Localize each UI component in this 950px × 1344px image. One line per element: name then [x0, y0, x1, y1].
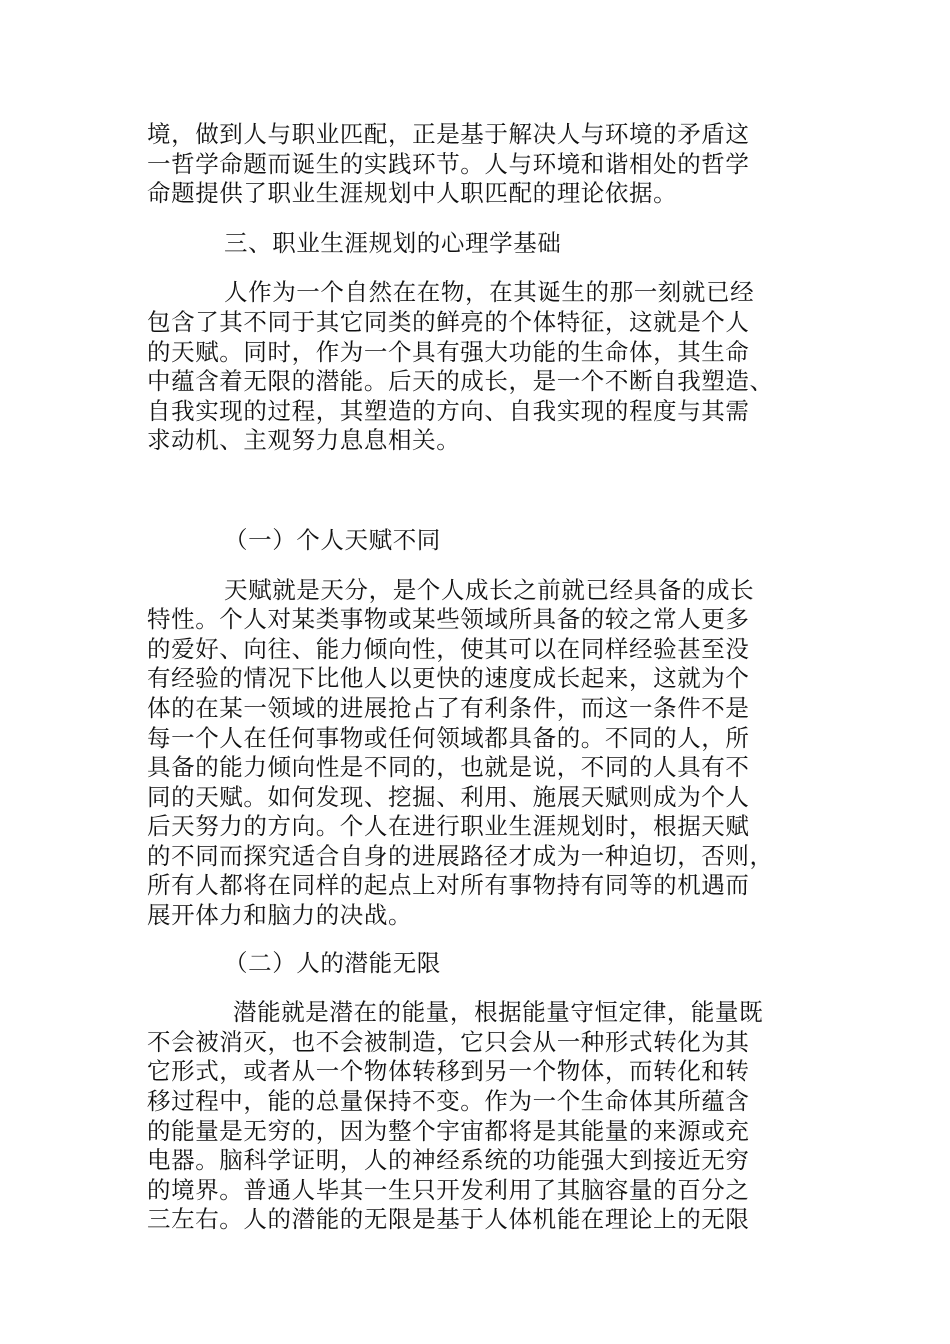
paragraph-talent — [147, 576, 797, 931]
paragraph-intro — [147, 278, 797, 456]
text-line: 的不同而探究适合自身的进展路径才成为一种迫切，否则， — [147, 841, 774, 870]
paragraph-potential — [147, 998, 797, 1235]
text-line: 它形式，或者从一个物体转移到另一个物体，而转化和转 — [147, 1057, 750, 1086]
text-line: 展开体力和脑力的决战。 — [147, 901, 413, 930]
text-line: 的爱好、向往、能力倾向性，使其可以在同样经验甚至没 — [147, 634, 750, 663]
text-line: 特性。个人对某类事物或某些领域所具备的较之常人更多 — [147, 605, 750, 634]
text-line: 的境界。普通人毕其一生只开发利用了其脑容量的百分之 — [147, 1175, 750, 1204]
text-line: 包含了其不同于其它同类的鲜亮的个体特征，这就是个人 — [147, 307, 750, 336]
text-line: 所有人都将在同样的起点上对所有事物持有同等的机遇而 — [147, 871, 750, 900]
text-line: 一哲学命题而诞生的实践环节。人与环境和谐相处的哲学 — [147, 149, 750, 178]
text-line: 的能量是无穷的，因为整个宇宙都将是其能量的来源或充 — [147, 1116, 750, 1145]
text-line: 三左右。人的潜能的无限是基于人体机能在理论上的无限 — [147, 1205, 750, 1234]
text-line: 求动机、主观努力息息相关。 — [147, 426, 461, 455]
text-line: 天赋就是天分，是个人成长之前就已经具备的成长 — [224, 575, 755, 604]
subsection-heading: （一）个人天赋不同 — [224, 525, 441, 554]
text-line: 具备的能力倾向性是不同的，也就是说，不同的人具有不 — [147, 753, 750, 782]
section-heading: 三、职业生涯规划的心理学基础 — [224, 228, 562, 257]
document-page — [147, 120, 797, 1235]
text-line: 人作为一个自然在在物，在其诞生的那一刻就已经 — [224, 278, 755, 307]
text-line: 体的在某一领域的进展抢占了有利条件，而这一条件不是 — [147, 693, 750, 722]
text-line: 潜能就是潜在的能量，根据能量守恒定律，能量既 — [233, 998, 764, 1027]
text-line: 移过程中，能的总量保持不变。作为一个生命体其所蕴含 — [147, 1087, 750, 1116]
text-line: 同的天赋。如何发现、挖掘、利用、施展天赋则成为个人 — [147, 782, 750, 811]
text-line: 电器。脑科学证明，人的神经系统的功能强大到接近无穷 — [147, 1146, 750, 1175]
text-line: 的天赋。同时，作为一个具有强大功能的生命体，其生命 — [147, 337, 750, 366]
text-line: 有经验的情况下比他人以更快的速度成长起来，这就为个 — [147, 664, 750, 693]
text-line: 中蕴含着无限的潜能。后天的成长，是一个不断自我塑造、 — [147, 367, 774, 396]
paragraph-continued — [147, 120, 797, 209]
text-line: 境，做到人与职业匹配，正是基于解决人与环境的矛盾这 — [147, 120, 750, 148]
text-line: 不会被消灭，也不会被制造，它只会从一种形式转化为其 — [147, 1027, 750, 1056]
subsection-heading: （二）人的潜能无限 — [224, 948, 441, 977]
text-line: 后天努力的方向。个人在进行职业生涯规划时，根据天赋 — [147, 812, 750, 841]
text-line: 自我实现的过程，其塑造的方向、自我实现的程度与其需 — [147, 396, 750, 425]
text-line: 每一个人在任何事物或任何领域都具备的。不同的人，所 — [147, 723, 750, 752]
text-line: 命题提供了职业生涯规划中人职匹配的理论依据。 — [147, 179, 678, 208]
